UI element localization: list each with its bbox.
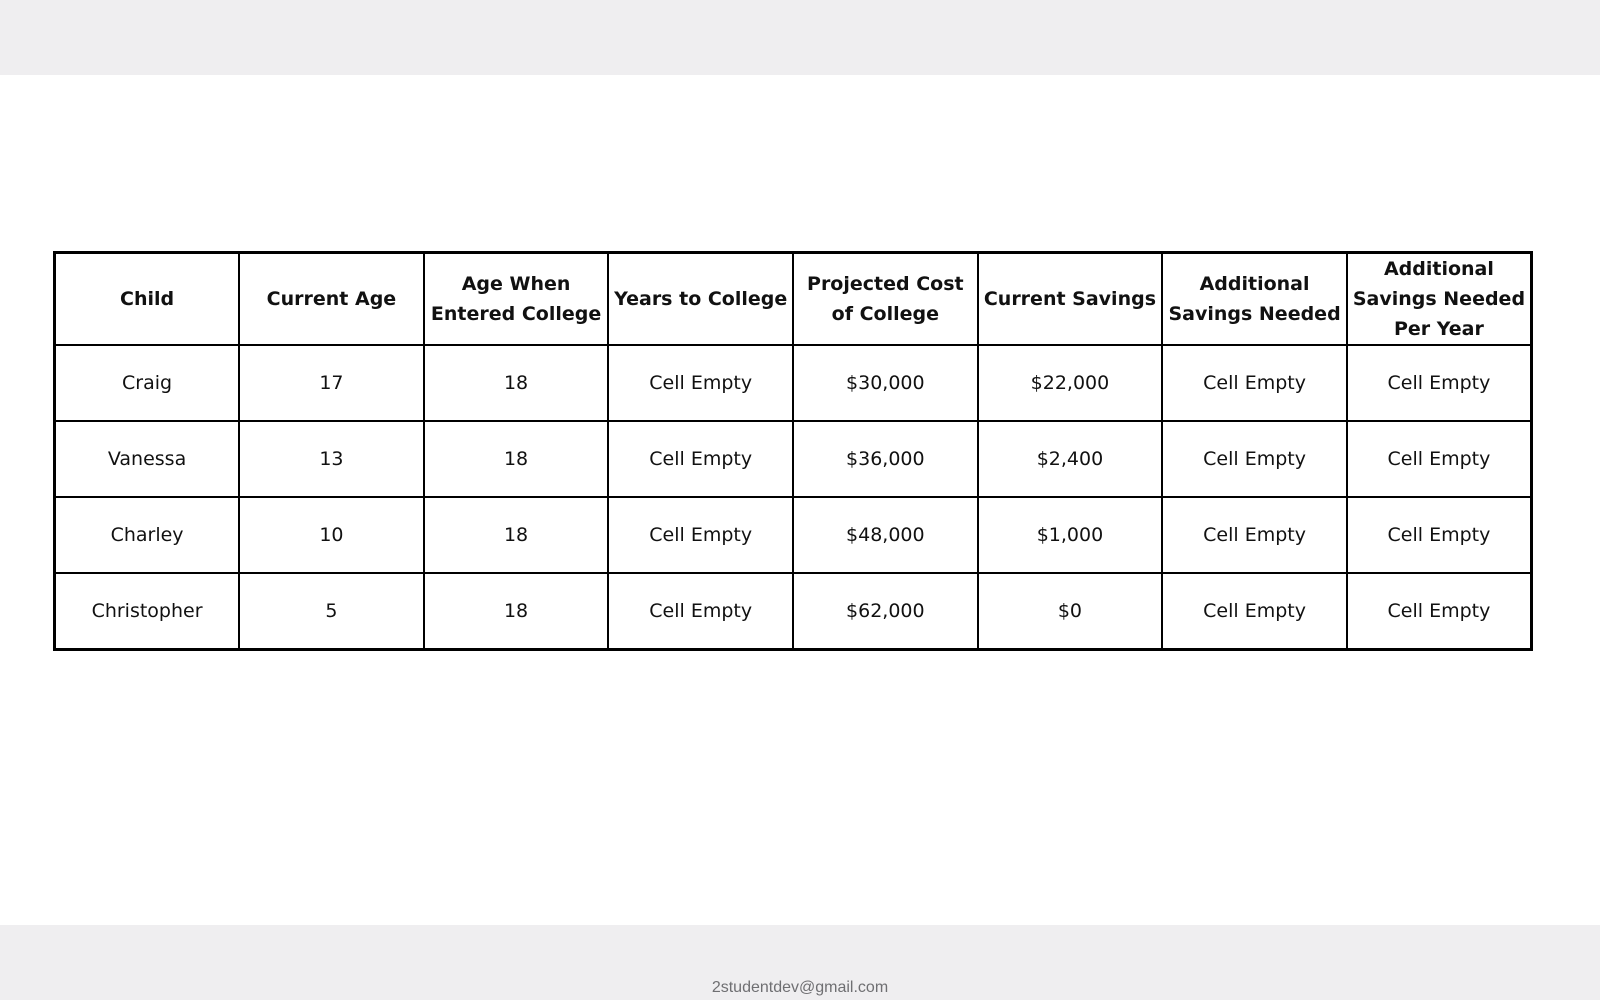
cell-additional-savings-per-year: Cell Empty [1347,573,1532,650]
table-row [55,421,1532,497]
cell-current-savings: $0 [978,573,1163,650]
cell-current-savings: $22,000 [978,345,1163,421]
cell-current-savings: $2,400 [978,421,1163,497]
cell-age-entered-college: 18 [424,573,609,650]
cell-years-to-college: Cell Empty [608,421,793,497]
cell-age-entered-college: 18 [424,421,609,497]
table-row [55,497,1532,573]
top-bar [0,0,1600,75]
cell-age-entered-college: 18 [424,345,609,421]
cell-age-entered-college: 18 [424,497,609,573]
header-age-when-entered-college: Age When Entered College [424,253,609,346]
cell-current-age: 13 [239,421,424,497]
cell-projected-cost: $62,000 [793,573,978,650]
cell-additional-savings-per-year: Cell Empty [1347,345,1532,421]
cell-child: Vanessa [55,421,240,497]
cell-current-age: 10 [239,497,424,573]
cell-years-to-college: Cell Empty [608,345,793,421]
bottom-bar [0,925,1600,1000]
cell-child: Charley [55,497,240,573]
header-additional-savings-needed: Additional Savings Needed [1162,253,1347,346]
cell-projected-cost: $36,000 [793,421,978,497]
header-current-age: Current Age [239,253,424,346]
cell-years-to-college: Cell Empty [608,497,793,573]
header-years-to-college: Years to College [608,253,793,346]
cell-years-to-college: Cell Empty [608,573,793,650]
header-child: Child [55,253,240,346]
table-row [55,345,1532,421]
header-projected-cost: Projected Cost of College [793,253,978,346]
college-savings-table [53,251,1533,651]
cell-additional-savings-needed: Cell Empty [1162,421,1347,497]
cell-projected-cost: $30,000 [793,345,978,421]
cell-child: Craig [55,345,240,421]
cell-additional-savings-needed: Cell Empty [1162,345,1347,421]
cell-child: Christopher [55,573,240,650]
table-row [55,573,1532,650]
table-header-row [55,253,1532,346]
cell-current-age: 17 [239,345,424,421]
cell-current-age: 5 [239,573,424,650]
cell-additional-savings-needed: Cell Empty [1162,497,1347,573]
cell-additional-savings-needed: Cell Empty [1162,573,1347,650]
footer-email: 2studentdev@gmail.com [711,979,889,996]
header-additional-savings-per-year: Additional Savings Needed Per Year [1347,253,1532,346]
cell-additional-savings-per-year: Cell Empty [1347,497,1532,573]
slide-content [0,75,1600,925]
header-current-savings: Current Savings [978,253,1163,346]
cell-current-savings: $1,000 [978,497,1163,573]
cell-additional-savings-per-year: Cell Empty [1347,421,1532,497]
cell-projected-cost: $48,000 [793,497,978,573]
